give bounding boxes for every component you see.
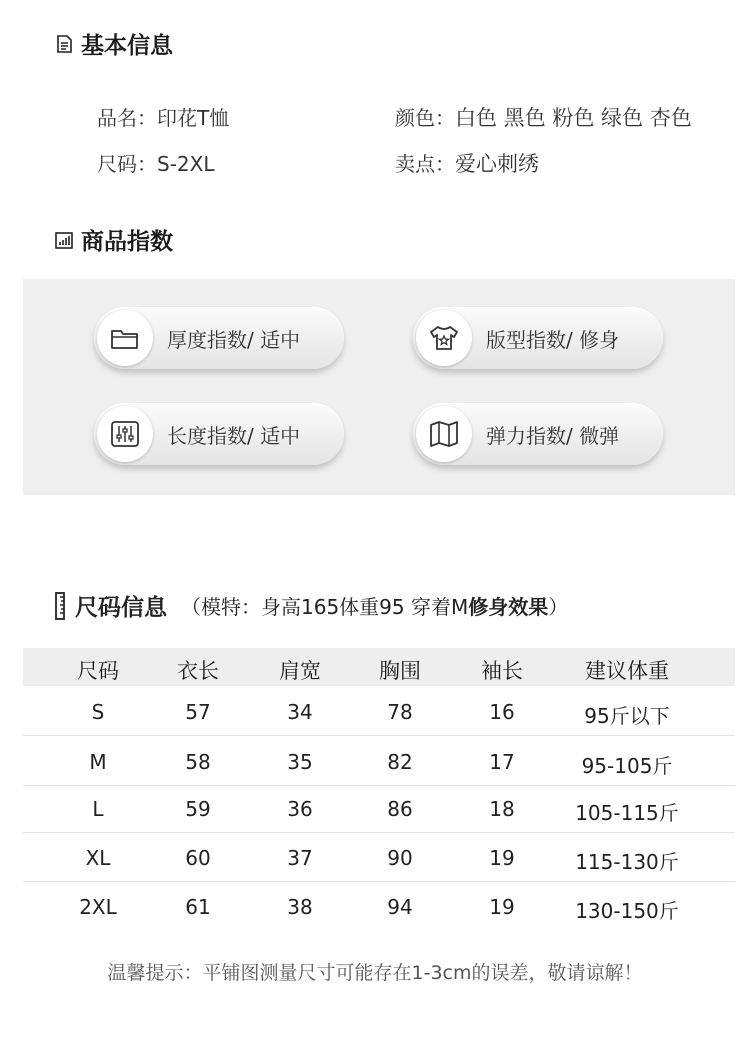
product-selling-point [395, 148, 539, 178]
size-table-header-cell: 建议体重 [585, 659, 669, 683]
map-fold-icon [427, 417, 461, 451]
selling-point-label: 卖点： [395, 152, 455, 176]
selling-point-value: 爱心刺绣 [455, 152, 539, 176]
size-table-header-cell: 衣长 [177, 659, 219, 683]
size-table-cell: 57 [185, 700, 211, 724]
index-pill-fit [413, 307, 663, 369]
index-label: 长度指数/ 适中 [167, 423, 301, 448]
model-note-bold: 修身效果 [468, 595, 549, 619]
size-table-header-cell: 袖长 [481, 659, 523, 683]
basic-info-heading [53, 27, 173, 60]
product-index-heading [53, 223, 173, 256]
size-table-cell: 86 [387, 797, 413, 821]
product-name-label: 品名： [97, 106, 157, 130]
size-table-header-cell: 尺码 [77, 659, 119, 683]
size-range-label: 尺码： [97, 152, 157, 176]
index-pill-thickness [94, 307, 344, 369]
index-icon-circle [97, 310, 153, 366]
model-note-prefix: （模特：身高165体重95 穿着M [181, 595, 469, 619]
product-name [97, 102, 229, 131]
size-table-cell: 19 [489, 846, 515, 870]
model-note-suffix: ） [548, 595, 569, 619]
size-table-cell: 36 [287, 797, 313, 821]
size-table-cell: 60 [185, 846, 211, 870]
index-icon-circle [97, 406, 153, 462]
size-info-title: 尺码信息 [75, 595, 167, 621]
document-icon [53, 33, 75, 55]
size-table-cell: 82 [387, 750, 413, 774]
size-table-cell: 16 [489, 700, 515, 724]
folder-icon [108, 321, 142, 355]
ruler-icon [53, 591, 69, 621]
size-table-cell: 78 [387, 700, 413, 724]
product-size-range [97, 148, 214, 177]
size-table-cell: S [91, 700, 105, 724]
size-table-cell: 94 [387, 895, 413, 919]
size-table-cell: 38 [287, 895, 313, 919]
table-row-divider [23, 881, 735, 882]
index-panel [23, 279, 735, 495]
size-table-cell: 17 [489, 750, 515, 774]
table-row-divider [23, 832, 735, 833]
size-table-cell: 34 [287, 700, 313, 724]
index-label: 厚度指数/ 适中 [167, 327, 301, 352]
basic-info-title: 基本信息 [81, 33, 173, 59]
size-table-cell: 95斤以下 [584, 704, 670, 728]
colors-label: 颜色： [395, 106, 455, 130]
index-pill-length [94, 403, 344, 465]
bar-chart-icon [53, 229, 75, 251]
size-table-cell: 37 [287, 846, 313, 870]
size-table-cell: 19 [489, 895, 515, 919]
measurement-tip: 温馨提示：平铺图测量尺寸可能存在1-3cm的误差，敬请谅解！ [107, 962, 643, 984]
size-table-header-cell: 胸围 [379, 659, 421, 683]
size-table-header-cell: 肩宽 [279, 659, 321, 683]
index-label: 弹力指数/ 微弹 [486, 423, 620, 448]
size-table-cell: 105-115斤 [575, 801, 679, 825]
index-icon-circle [416, 310, 472, 366]
sliders-icon [108, 417, 142, 451]
size-table-cell: 58 [185, 750, 211, 774]
size-table-cell: M [89, 750, 107, 774]
index-label: 版型指数/ 修身 [486, 327, 620, 352]
table-row-divider [23, 785, 735, 786]
product-name-value: 印花T恤 [157, 106, 230, 130]
table-row-divider [23, 735, 735, 736]
index-icon-circle [416, 406, 472, 462]
size-table-cell: L [92, 797, 104, 821]
size-table-cell: XL [85, 846, 111, 870]
size-table-cell: 130-150斤 [575, 899, 679, 923]
product-index-title: 商品指数 [81, 229, 173, 255]
colors-value: 白色 黑色 粉色 绿色 杏色 [455, 106, 692, 130]
size-table-cell: 2XL [79, 895, 117, 919]
size-range-value: S-2XL [157, 152, 215, 176]
index-pill-elasticity [413, 403, 663, 465]
size-table-cell: 95-105斤 [581, 754, 673, 778]
size-table-cell: 59 [185, 797, 211, 821]
size-table-cell: 61 [185, 895, 211, 919]
size-table-cell: 90 [387, 846, 413, 870]
size-table-cell: 18 [489, 797, 515, 821]
tshirt-icon [427, 321, 461, 355]
product-colors [395, 102, 692, 132]
size-table-cell: 115-130斤 [575, 850, 679, 874]
size-table-cell: 35 [287, 750, 313, 774]
size-info-heading [53, 589, 568, 622]
